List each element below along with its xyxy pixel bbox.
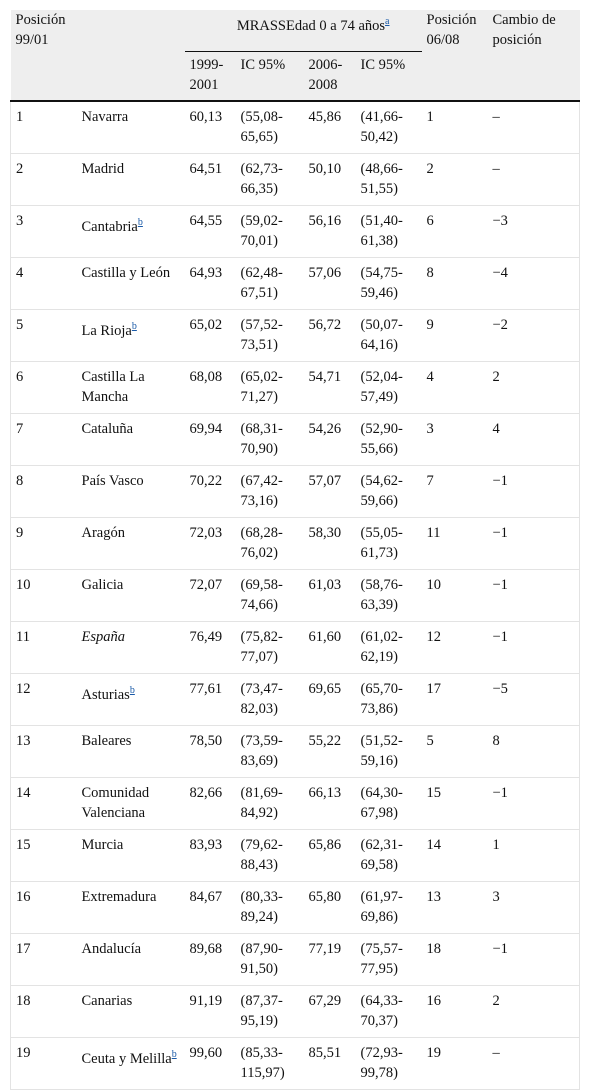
header-ic-1: IC 95% [236,52,304,102]
table-row [11,934,580,986]
cell-rate-2006-2008: 85,51 [304,1038,356,1090]
cell-position-change: 4 [488,414,580,466]
cell-ic-2006-2008: (48,66-51,55) [356,154,422,206]
cell-ic-1999-2001: (81,69-84,92) [236,778,304,830]
cell-position-prev: 11 [11,622,77,674]
footnote-link-b[interactable]: b [171,1049,177,1060]
table-row [11,310,580,362]
cell-ic-1999-2001: (59,02-70,01) [236,206,304,258]
cell-position-new: 2 [422,154,488,206]
cell-rate-2006-2008: 65,86 [304,830,356,882]
region-name: Extremadura [81,889,157,905]
cell-ic-2006-2008: (61,97-69,86) [356,882,422,934]
cell-position-change: −1 [488,934,580,986]
footnote-link-b[interactable]: b [137,217,143,228]
cell-position-change: −4 [488,258,580,310]
cell-rate-2006-2008: 65,80 [304,882,356,934]
header-position-prev: Posición 99/01 [11,10,77,101]
cell-ic-2006-2008: (51,40-61,38) [356,206,422,258]
cell-position-prev: 13 [11,726,77,778]
cell-rate-2006-2008: 57,06 [304,258,356,310]
cell-ic-2006-2008: (58,76-63,39) [356,570,422,622]
cell-ic-2006-2008: (75,57-77,95) [356,934,422,986]
cell-rate-1999-2001: 76,49 [185,622,236,674]
cell-position-change: −1 [488,778,580,830]
cell-position-prev: 14 [11,778,77,830]
table-row [11,258,580,310]
cell-ic-2006-2008: (55,05-61,73) [356,518,422,570]
table-row [11,518,580,570]
cell-position-prev: 7 [11,414,77,466]
cell-rate-2006-2008: 77,19 [304,934,356,986]
cell-position-new: 17 [422,674,488,726]
cell-position-new: 15 [422,778,488,830]
cell-region [77,414,185,466]
cell-region [77,206,185,258]
cell-ic-2006-2008: (72,93-99,78) [356,1038,422,1090]
region-name: Galicia [81,577,124,593]
cell-ic-1999-2001: (80,33-89,24) [236,882,304,934]
table-row [11,101,580,154]
cell-position-prev: 17 [11,934,77,986]
cell-position-new: 18 [422,934,488,986]
cell-rate-1999-2001: 68,08 [185,362,236,414]
cell-region [77,882,185,934]
header-change: Cambio de posición [488,10,580,101]
table-row [11,986,580,1038]
cell-ic-2006-2008: (64,30-67,98) [356,778,422,830]
header-period-2: 2006-2008 [304,52,356,102]
cell-position-prev: 8 [11,466,77,518]
cell-ic-1999-2001: (73,47-82,03) [236,674,304,726]
cell-position-prev: 10 [11,570,77,622]
cell-position-prev: 15 [11,830,77,882]
cell-ic-2006-2008: (52,90-55,66) [356,414,422,466]
table-row [11,882,580,934]
cell-position-change: −5 [488,674,580,726]
cell-rate-2006-2008: 61,03 [304,570,356,622]
table-row [11,726,580,778]
cell-rate-2006-2008: 56,72 [304,310,356,362]
cell-ic-1999-2001: (57,52-73,51) [236,310,304,362]
cell-rate-2006-2008: 61,60 [304,622,356,674]
cell-ic-1999-2001: (62,48-67,51) [236,258,304,310]
cell-rate-2006-2008: 54,26 [304,414,356,466]
cell-rate-1999-2001: 65,02 [185,310,236,362]
table-header [11,10,580,101]
cell-region [77,570,185,622]
region-name: La Rioja [81,322,132,339]
region-name: Ceuta y Melilla [81,1050,172,1067]
cell-rate-1999-2001: 72,03 [185,518,236,570]
cell-rate-2006-2008: 55,22 [304,726,356,778]
header-mrasse [185,10,422,52]
cell-position-change: 3 [488,882,580,934]
footnote-link-b[interactable]: b [129,685,135,696]
cell-ic-2006-2008: (65,70-73,86) [356,674,422,726]
mortality-ranking-table [10,10,580,1090]
region-name: Madrid [81,161,125,177]
cell-rate-2006-2008: 67,29 [304,986,356,1038]
cell-region [77,466,185,518]
region-name: Andalucía [81,941,142,957]
table-row [11,1038,580,1090]
cell-position-change: 8 [488,726,580,778]
cell-ic-1999-2001: (65,02-71,27) [236,362,304,414]
cell-rate-2006-2008: 66,13 [304,778,356,830]
table-row [11,154,580,206]
cell-ic-2006-2008: (54,62-59,66) [356,466,422,518]
table-row [11,466,580,518]
header-position-new: Posición 06/08 [422,10,488,101]
cell-position-prev: 18 [11,986,77,1038]
cell-position-prev: 6 [11,362,77,414]
cell-position-prev: 9 [11,518,77,570]
cell-ic-1999-2001: (68,31-70,90) [236,414,304,466]
cell-region [77,310,185,362]
cell-position-new: 12 [422,622,488,674]
cell-rate-1999-2001: 69,94 [185,414,236,466]
cell-position-new: 19 [422,1038,488,1090]
cell-position-change: – [488,154,580,206]
cell-position-new: 10 [422,570,488,622]
header-region [77,10,185,101]
footnote-link-b[interactable]: b [131,321,137,332]
cell-position-new: 16 [422,986,488,1038]
cell-position-change: −1 [488,622,580,674]
cell-position-new: 3 [422,414,488,466]
cell-position-new: 13 [422,882,488,934]
region-name: Cataluña [81,421,134,437]
cell-position-new: 9 [422,310,488,362]
cell-position-prev: 16 [11,882,77,934]
cell-rate-2006-2008: 56,16 [304,206,356,258]
table-row [11,674,580,726]
region-name: Cantabria [81,218,138,235]
table-row [11,622,580,674]
cell-position-new: 5 [422,726,488,778]
cell-position-new: 8 [422,258,488,310]
cell-rate-1999-2001: 99,60 [185,1038,236,1090]
cell-ic-2006-2008: (50,07-64,16) [356,310,422,362]
cell-position-change: −1 [488,570,580,622]
cell-region [77,986,185,1038]
cell-region [77,778,185,830]
cell-ic-2006-2008: (64,33-70,37) [356,986,422,1038]
cell-ic-1999-2001: (75,82-77,07) [236,622,304,674]
cell-region [77,622,185,674]
cell-position-new: 7 [422,466,488,518]
cell-rate-2006-2008: 45,86 [304,101,356,154]
cell-rate-1999-2001: 83,93 [185,830,236,882]
cell-region [77,726,185,778]
header-period-1: 1999-2001 [185,52,236,102]
cell-position-prev: 3 [11,206,77,258]
cell-rate-2006-2008: 69,65 [304,674,356,726]
cell-position-change: −1 [488,466,580,518]
region-name: Murcia [81,837,124,853]
cell-region [77,362,185,414]
cell-region [77,258,185,310]
table-row [11,206,580,258]
cell-rate-1999-2001: 64,51 [185,154,236,206]
cell-rate-1999-2001: 70,22 [185,466,236,518]
cell-region [77,674,185,726]
table-row [11,414,580,466]
cell-rate-1999-2001: 89,68 [185,934,236,986]
table-row [11,570,580,622]
header-ic-2: IC 95% [356,52,422,102]
table-row [11,830,580,882]
cell-rate-2006-2008: 57,07 [304,466,356,518]
cell-region [77,154,185,206]
region-name: Canarias [81,993,133,1009]
cell-ic-2006-2008: (62,31-69,58) [356,830,422,882]
cell-ic-2006-2008: (61,02-62,19) [356,622,422,674]
cell-rate-1999-2001: 77,61 [185,674,236,726]
cell-ic-1999-2001: (62,73-66,35) [236,154,304,206]
cell-ic-1999-2001: (68,28-76,02) [236,518,304,570]
cell-region [77,101,185,154]
cell-position-prev: 19 [11,1038,77,1090]
cell-position-change: −2 [488,310,580,362]
cell-position-new: 14 [422,830,488,882]
cell-rate-2006-2008: 58,30 [304,518,356,570]
cell-ic-1999-2001: (69,58-74,66) [236,570,304,622]
cell-position-change: 2 [488,986,580,1038]
cell-ic-1999-2001: (87,37-95,19) [236,986,304,1038]
cell-ic-2006-2008: (51,52-59,16) [356,726,422,778]
cell-position-change: 2 [488,362,580,414]
table-row [11,362,580,414]
cell-rate-1999-2001: 78,50 [185,726,236,778]
cell-region [77,1038,185,1090]
cell-position-prev: 1 [11,101,77,154]
cell-rate-1999-2001: 84,67 [185,882,236,934]
cell-region [77,518,185,570]
cell-position-prev: 12 [11,674,77,726]
cell-region [77,830,185,882]
region-name: Comunidad Valenciana [81,785,150,821]
cell-position-new: 1 [422,101,488,154]
cell-ic-1999-2001: (73,59-83,69) [236,726,304,778]
cell-ic-1999-2001: (55,08-65,65) [236,101,304,154]
cell-position-new: 6 [422,206,488,258]
region-name: Navarra [81,109,129,125]
cell-position-new: 4 [422,362,488,414]
region-name: Asturias [81,686,130,703]
header-mrasse-text: MRASSEdad 0 a 74 años [236,17,386,34]
region-name: País Vasco [81,473,144,489]
footnote-link-a[interactable]: a [385,16,390,27]
cell-ic-1999-2001: (87,90-91,50) [236,934,304,986]
cell-rate-1999-2001: 82,66 [185,778,236,830]
table-row [11,778,580,830]
region-name: Aragón [81,525,125,541]
region-name: Baleares [81,733,132,749]
cell-ic-2006-2008: (41,66-50,42) [356,101,422,154]
cell-position-prev: 2 [11,154,77,206]
cell-position-change: – [488,1038,580,1090]
region-name: Castilla La Mancha [81,369,145,405]
cell-position-prev: 4 [11,258,77,310]
cell-rate-1999-2001: 72,07 [185,570,236,622]
cell-region [77,934,185,986]
cell-position-prev: 5 [11,310,77,362]
cell-ic-1999-2001: (67,42-73,16) [236,466,304,518]
cell-rate-2006-2008: 54,71 [304,362,356,414]
cell-position-change: – [488,101,580,154]
cell-ic-1999-2001: (79,62-88,43) [236,830,304,882]
cell-rate-2006-2008: 50,10 [304,154,356,206]
cell-ic-2006-2008: (54,75-59,46) [356,258,422,310]
cell-position-change: −1 [488,518,580,570]
region-name: Castilla y León [81,265,171,281]
cell-ic-1999-2001: (85,33-115,97) [236,1038,304,1090]
cell-rate-1999-2001: 64,93 [185,258,236,310]
table-body [11,101,580,1090]
cell-position-change: 1 [488,830,580,882]
cell-rate-1999-2001: 91,19 [185,986,236,1038]
cell-rate-1999-2001: 64,55 [185,206,236,258]
cell-ic-2006-2008: (52,04-57,49) [356,362,422,414]
cell-position-new: 11 [422,518,488,570]
cell-rate-1999-2001: 60,13 [185,101,236,154]
cell-position-change: −3 [488,206,580,258]
region-name: España [81,629,125,645]
